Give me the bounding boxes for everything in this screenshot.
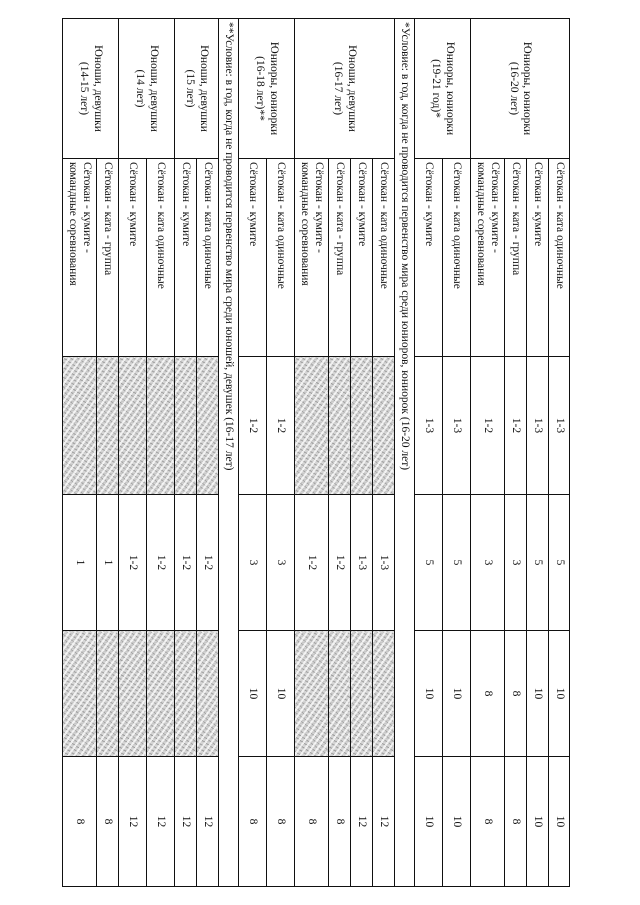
discipline-cell: Сётокан - ката - группа bbox=[329, 159, 351, 357]
value-cell: 5 bbox=[415, 495, 443, 631]
value-cell: 5 bbox=[549, 495, 570, 631]
value-cell: 1-3 bbox=[415, 357, 443, 495]
discipline-cell: Сётокан - кумите bbox=[239, 159, 267, 357]
category-cell: Юниоры, юниорки (16-20 лет) bbox=[471, 19, 570, 159]
value-cell: 8 bbox=[97, 757, 119, 887]
shaded-cell bbox=[197, 631, 219, 757]
value-cell: 8 bbox=[471, 631, 505, 757]
value-cell: 8 bbox=[329, 757, 351, 887]
value-cell: 12 bbox=[373, 757, 395, 887]
shaded-cell bbox=[97, 631, 119, 757]
value-cell: 1-2 bbox=[147, 495, 175, 631]
shaded-cell bbox=[63, 357, 97, 495]
shaded-cell bbox=[147, 357, 175, 495]
discipline-cell: Сётокан - кумите bbox=[527, 159, 549, 357]
value-cell: 1-2 bbox=[471, 357, 505, 495]
value-cell: 10 bbox=[443, 631, 471, 757]
condition-row bbox=[395, 19, 415, 887]
discipline-cell: Сётокан - ката одиночные bbox=[443, 159, 471, 357]
value-cell: 10 bbox=[527, 631, 549, 757]
condition-note: *Условие: в год, когда не проводится первенство мира среди юниоров, юниорок (16-20 лет) bbox=[395, 19, 415, 887]
value-cell: 8 bbox=[505, 757, 527, 887]
shaded-cell bbox=[147, 631, 175, 757]
discipline-cell: Сётокан - кумите bbox=[351, 159, 373, 357]
value-cell: 12 bbox=[351, 757, 373, 887]
discipline-cell: Сётокан - кумите bbox=[175, 159, 197, 357]
table-row bbox=[197, 19, 219, 887]
value-cell: 8 bbox=[239, 757, 267, 887]
shaded-cell bbox=[175, 357, 197, 495]
value-cell: 12 bbox=[119, 757, 147, 887]
discipline-cell: Сётокан - кумите - командные соревнования bbox=[63, 159, 97, 357]
shaded-cell bbox=[175, 631, 197, 757]
table-row bbox=[147, 19, 175, 887]
shaded-cell bbox=[97, 357, 119, 495]
value-cell: 1-2 bbox=[267, 357, 295, 495]
value-cell: 3 bbox=[505, 495, 527, 631]
table-row bbox=[443, 19, 471, 887]
category-cell: Юноши, девушки (14-15 лет) bbox=[63, 19, 119, 159]
discipline-cell: Сётокан - ката одиночные bbox=[267, 159, 295, 357]
discipline-cell: Сётокан - ката одиночные bbox=[549, 159, 570, 357]
value-cell: 1-2 bbox=[119, 495, 147, 631]
value-cell: 10 bbox=[415, 631, 443, 757]
value-cell: 1-2 bbox=[239, 357, 267, 495]
competition-table bbox=[62, 18, 570, 887]
value-cell: 8 bbox=[471, 757, 505, 887]
shaded-cell bbox=[119, 357, 147, 495]
category-cell: Юниоры, юниорки (19-21 год)* bbox=[415, 19, 471, 159]
value-cell: 10 bbox=[443, 757, 471, 887]
value-cell: 8 bbox=[295, 757, 329, 887]
discipline-cell: Сётокан - кумите - командные соревнования bbox=[295, 159, 329, 357]
discipline-cell: Сётокан - ката - группа bbox=[97, 159, 119, 357]
shaded-cell bbox=[329, 357, 351, 495]
value-cell: 8 bbox=[267, 757, 295, 887]
discipline-cell: Сётокан - ката одиночные bbox=[197, 159, 219, 357]
discipline-cell: Сётокан - ката одиночные bbox=[373, 159, 395, 357]
value-cell: 1 bbox=[97, 495, 119, 631]
value-cell: 5 bbox=[443, 495, 471, 631]
value-cell: 8 bbox=[505, 631, 527, 757]
table-row bbox=[97, 19, 119, 887]
shaded-cell bbox=[373, 357, 395, 495]
discipline-cell: Сётокан - ката - группа bbox=[505, 159, 527, 357]
discipline-cell: Сётокан - кумите bbox=[415, 159, 443, 357]
value-cell: 10 bbox=[267, 631, 295, 757]
value-cell: 10 bbox=[549, 631, 570, 757]
value-cell: 3 bbox=[239, 495, 267, 631]
value-cell: 3 bbox=[267, 495, 295, 631]
shaded-cell bbox=[295, 357, 329, 495]
category-cell: Юноши, девушки (16-17 лет) bbox=[295, 19, 395, 159]
value-cell: 5 bbox=[527, 495, 549, 631]
value-cell: 10 bbox=[549, 757, 570, 887]
discipline-cell: Сётокан - кумите - командные соревнования bbox=[471, 159, 505, 357]
value-cell: 12 bbox=[175, 757, 197, 887]
value-cell: 1-3 bbox=[351, 495, 373, 631]
value-cell: 12 bbox=[147, 757, 175, 887]
category-cell: Юноши, девушки (15 лет) bbox=[175, 19, 219, 159]
discipline-cell: Сётокан - кумите bbox=[119, 159, 147, 357]
rotated-page bbox=[67, 18, 570, 886]
value-cell: 8 bbox=[63, 757, 97, 887]
shaded-cell bbox=[197, 357, 219, 495]
value-cell: 3 bbox=[471, 495, 505, 631]
value-cell: 1-3 bbox=[443, 357, 471, 495]
shaded-cell bbox=[373, 631, 395, 757]
category-cell: Юноши, девушки (14 лет) bbox=[119, 19, 175, 159]
value-cell: 10 bbox=[239, 631, 267, 757]
shaded-cell bbox=[63, 631, 97, 757]
value-cell: 1 bbox=[63, 495, 97, 631]
shaded-cell bbox=[295, 631, 329, 757]
value-cell: 1-3 bbox=[373, 495, 395, 631]
table-row bbox=[373, 19, 395, 887]
value-cell: 1-2 bbox=[505, 357, 527, 495]
value-cell: 12 bbox=[197, 757, 219, 887]
value-cell: 1-2 bbox=[197, 495, 219, 631]
category-cell: Юниоры, юниорки (16-18 лет)** bbox=[239, 19, 295, 159]
shaded-cell bbox=[119, 631, 147, 757]
value-cell: 10 bbox=[415, 757, 443, 887]
condition-row bbox=[219, 19, 239, 887]
value-cell: 1-2 bbox=[329, 495, 351, 631]
value-cell: 1-3 bbox=[527, 357, 549, 495]
value-cell: 1-2 bbox=[295, 495, 329, 631]
table-row bbox=[549, 19, 570, 887]
value-cell: 1-3 bbox=[549, 357, 570, 495]
discipline-cell: Сётокан - ката одиночные bbox=[147, 159, 175, 357]
value-cell: 10 bbox=[527, 757, 549, 887]
shaded-cell bbox=[351, 631, 373, 757]
shaded-cell bbox=[351, 357, 373, 495]
value-cell: 1-2 bbox=[175, 495, 197, 631]
shaded-cell bbox=[329, 631, 351, 757]
table-row bbox=[267, 19, 295, 887]
condition-note: **Условие: в год, когда не проводится первенство мира среди юношей, девушек (16-17 лет) bbox=[219, 19, 239, 887]
